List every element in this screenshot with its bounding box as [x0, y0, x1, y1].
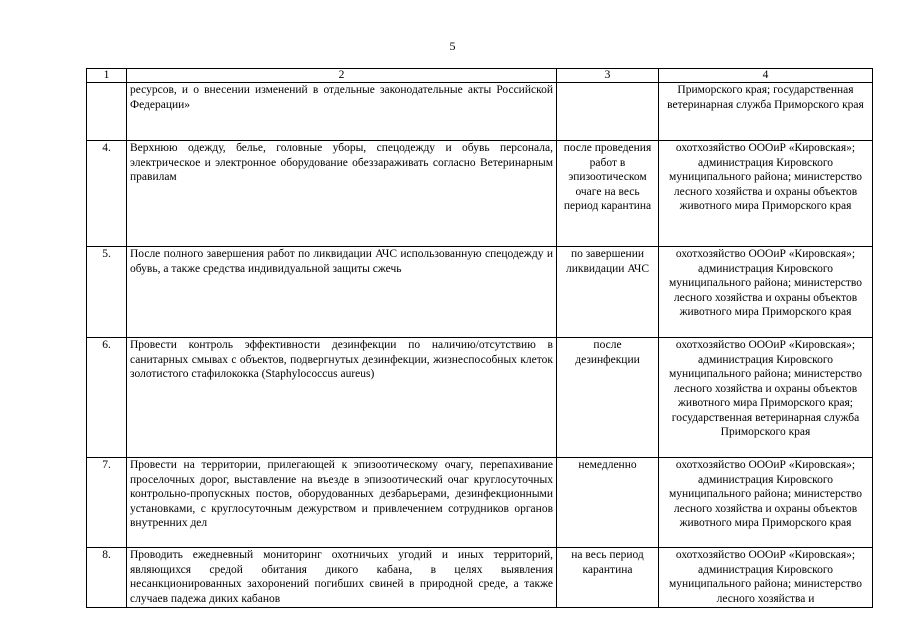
- table-row: [87, 458, 873, 548]
- table-row: [87, 83, 873, 141]
- row-term: на весь период карантина: [557, 548, 659, 608]
- table-row: [87, 338, 873, 458]
- row-action: Верхнюю одежду, белье, головные уборы, спецодежду и обувь персонала, электрическое и электронное оборудование обеззараживать согласно Ветеринарным правилам: [127, 141, 557, 247]
- row-responsible: охотхозяйство ОООиР «Кировская»; администрация Кировского муниципального района; министерство лесного хозяйства и охраны объектов животного мира Приморского края: [659, 247, 873, 338]
- table-row: [87, 548, 873, 608]
- table-header-row: [87, 69, 873, 83]
- row-action: Провести контроль эффективности дезинфекции по наличию/отсутствию в санитарных смывах с объектов, подвергнутых дезинфекции, жизнеспособных клеток золотистого стафилококка (Staphylococcus aureus): [127, 338, 557, 458]
- row-term: [557, 83, 659, 141]
- row-action: После полного завершения работ по ликвидации АЧС использованную спецодежду и обувь, а также средства индивидуальной защиты сжечь: [127, 247, 557, 338]
- row-action: ресурсов, и о внесении изменений в отдельные законодательные акты Российской Федерации»: [127, 83, 557, 141]
- column-header-action: 2: [127, 69, 557, 83]
- row-number: 6.: [87, 338, 127, 458]
- row-responsible: Приморского края; государственная ветеринарная служба Приморского края: [659, 83, 873, 141]
- row-number: 5.: [87, 247, 127, 338]
- row-action: Проводить ежедневный мониторинг охотничьих угодий и иных территорий, являющихся средой обитания дикого кабана, в целях выявления несанкционированных захоронений погибших свиней в природной среде, а также случаев падежа диких кабанов: [127, 548, 557, 608]
- measures-table: [86, 68, 873, 608]
- row-action: Провести на территории, прилегающей к эпизоотическому очагу, перепахивание проселочных дорог, выставление на въезде в эпизоотический очаг круглосуточных контрольно-пропускных постов, оборудованных дезбарьерами, дезинфекционными установками, с круглосуточным дежурством и привлечением сотрудников органов внутренних дел: [127, 458, 557, 548]
- row-responsible: охотхозяйство ОООиР «Кировская»; администрация Кировского муниципального района; министерство лесного хозяйства и охраны объектов животного мира Приморского края: [659, 458, 873, 548]
- row-number: [87, 83, 127, 141]
- page-number: 5: [449, 39, 456, 53]
- row-term: немедленно: [557, 458, 659, 548]
- row-number: 8.: [87, 548, 127, 608]
- row-responsible: охотхозяйство ОООиР «Кировская»; администрация Кировского муниципального района; министерство лесного хозяйства и: [659, 548, 873, 608]
- column-header-number: 1: [87, 69, 127, 83]
- row-responsible: охотхозяйство ОООиР «Кировская»; администрация Кировского муниципального района; министерство лесного хозяйства и охраны объектов животного мира Приморского края; государственная ветеринарная служба Приморского края: [659, 338, 873, 458]
- column-header-term: 3: [557, 69, 659, 83]
- row-number: 7.: [87, 458, 127, 548]
- row-term: после дезинфекции: [557, 338, 659, 458]
- table-row: [87, 247, 873, 338]
- table-row: [87, 141, 873, 247]
- row-term: после проведения работ в эпизоотическом очаге на весь период карантина: [557, 141, 659, 247]
- row-responsible: охотхозяйство ОООиР «Кировская»; администрация Кировского муниципального района; министерство лесного хозяйства и охраны объектов животного мира Приморского края: [659, 141, 873, 247]
- row-number: 4.: [87, 141, 127, 247]
- row-term: по завершении ликвидации АЧС: [557, 247, 659, 338]
- column-header-responsible: 4: [659, 69, 873, 83]
